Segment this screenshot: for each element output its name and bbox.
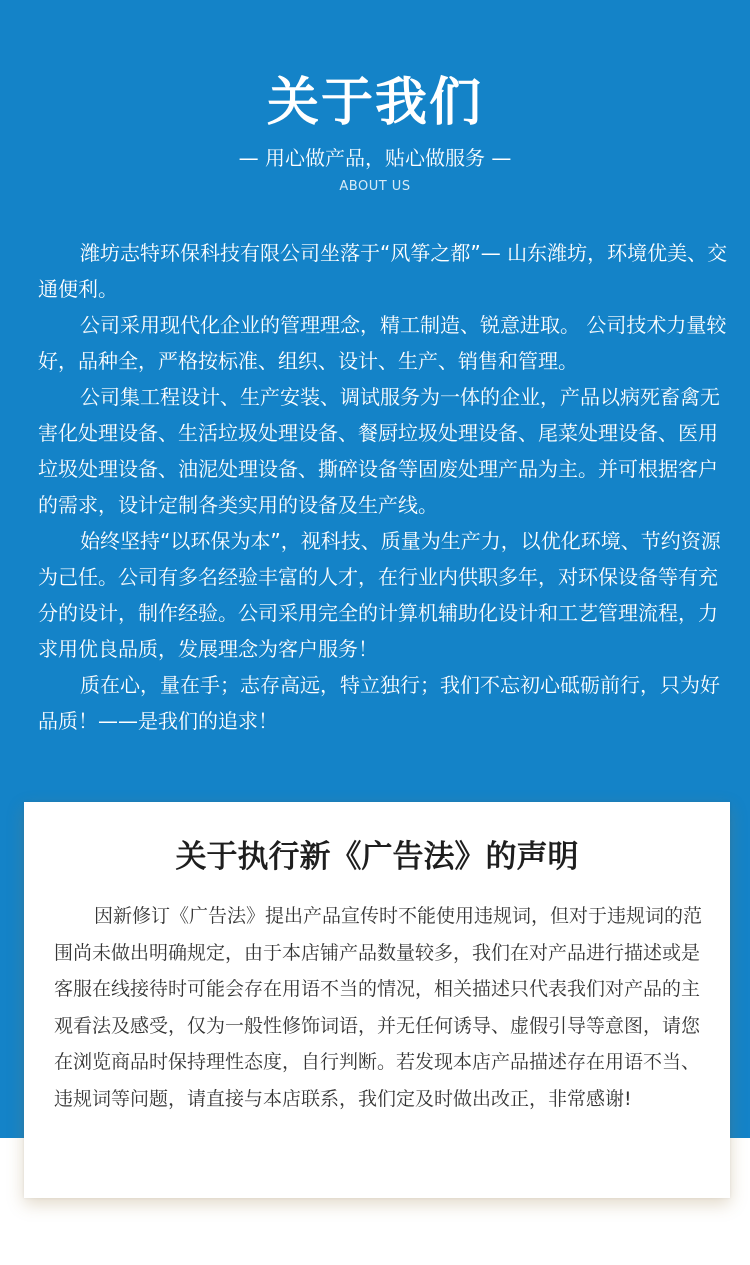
- about-description: [38, 235, 728, 739]
- advertising-law-notice-card: [24, 802, 730, 1198]
- notice-paragraph: 因新修订《广告法》提出产品宣传时不能使用违规词，但对于违规词的范围尚未做出明确规定，由于本店铺产品数量较多，我们在对产品进行描述或是客服在线接待时可能会存在用语不当的情况，相关描述只代表我们对产品的主观看法及感受，仅为一般性修饰词语，并无任何诱导、虚假引导等意图，请您在浏览商品时保持理性态度，自行判断。若发现本店产品描述存在用语不当、违规词等问题，请直接与本店联系，我们定及时做出改正，非常感谢!: [54, 905, 703, 1110]
- page-title: 关于我们: [266, 73, 483, 133]
- about-paragraph: 质在心，量在手；志存高远，特立独行；我们不忘初心砥砺前行，只为好品质！——是我们的追求！: [38, 673, 720, 733]
- notice-title: 关于执行新《广告法》的声明: [175, 839, 579, 875]
- about-paragraph: 公司采用现代化企业的管理理念，精工制造、锐意进取。 公司技术力量较好，品种全，严格按标准、组织、设计、生产、销售和管理。: [38, 313, 727, 373]
- about-paragraph: 公司集工程设计、生产安装、调试服务为一体的企业，产品以病死畜禽无害化处理设备、生活垃圾处理设备、餐厨垃圾处理设备、尾菜处理设备、医用垃圾处理设备、油泥处理设备、撕碎设备等固废处理产品为主。并可根据客户的需求，设计定制各类实用的设备及生产线。: [38, 385, 720, 517]
- page-subtitle: — 用心做产品，贴心做服务 —: [238, 146, 512, 170]
- about-paragraph: 始终坚持“以环保为本”，视科技、质量为生产力，以优化环境、节约资源为己任。公司有多名经验丰富的人才，在行业内供职多年，对环保设备等有充分的设计，制作经验。公司采用完全的计算机辅助化设计和工艺管理流程，力求用优良品质，发展理念为客户服务！: [38, 529, 721, 661]
- notice-body: [54, 898, 704, 1117]
- about-paragraph: 潍坊志特环保科技有限公司坐落于“风筝之都”— 山东潍坊，环境优美、交通便利。: [38, 241, 728, 301]
- english-subtitle: ABOUT US: [339, 179, 411, 194]
